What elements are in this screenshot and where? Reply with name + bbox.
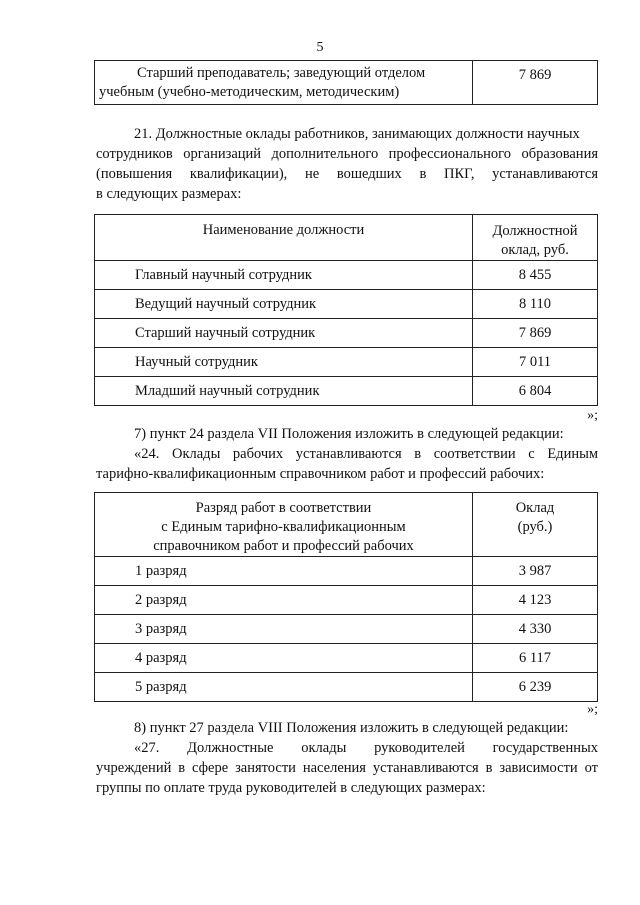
- header-grade: [95, 493, 473, 557]
- grade-name: 5 разряд: [95, 673, 473, 702]
- salary-value: 6 117: [473, 644, 598, 673]
- para21-line-2: сотрудников организаций дополнительного профессионального образования: [96, 146, 598, 162]
- position-cell: [95, 61, 473, 105]
- position-line-2: учебным (учебно-методическим, методическим): [99, 83, 400, 100]
- header-salary-line-1: Должностной: [492, 223, 578, 239]
- table-row: [95, 557, 598, 586]
- table-row: [95, 586, 598, 615]
- salary-value: 8 110: [473, 290, 598, 319]
- para7-line-2: «24. Оклады рабочих устанавливаются в соответствии с Единым: [134, 446, 598, 462]
- para21-line-1: 21. Должностные оклады работников, занимающих должности научных: [134, 126, 580, 142]
- header-salary: [473, 493, 598, 557]
- position-line-1: Старший преподаватель; заведующий отделом: [137, 64, 426, 81]
- grade-name: 4 разряд: [95, 644, 473, 673]
- salary-value: 6 239: [473, 673, 598, 702]
- position-name: Научный сотрудник: [95, 348, 473, 377]
- header-grade-line-2: с Единым тарифно-квалификационным: [161, 519, 406, 535]
- paragraph-21: [96, 124, 598, 204]
- salary-value: 8 455: [473, 261, 598, 290]
- header-salary-line-1: Оклад: [515, 500, 555, 516]
- table-row: [95, 290, 598, 319]
- salary-value: 4 123: [473, 586, 598, 615]
- table-row: [95, 319, 598, 348]
- page-number: 5: [316, 40, 324, 55]
- table-header-row: [95, 493, 598, 557]
- table-row: [95, 61, 598, 105]
- para7-line-3: тарифно-квалификационным справочником работ и профессий рабочих:: [96, 466, 545, 482]
- grade-name: 1 разряд: [95, 557, 473, 586]
- header-position: Наименование должности: [95, 215, 473, 261]
- position-name: Старший научный сотрудник: [95, 319, 473, 348]
- table-row: [95, 348, 598, 377]
- paragraph-8: [96, 718, 598, 798]
- table-header-row: [95, 215, 598, 261]
- closing-quote-1: »;: [587, 408, 598, 423]
- salary-value: 4 330: [473, 615, 598, 644]
- research-staff-table: [94, 214, 598, 406]
- salary-value: 6 804: [473, 377, 598, 406]
- para21-line-3: (повышения квалификации), не вошедших в ПКГ, устанавливаются: [96, 166, 598, 182]
- header-salary-line-2: (руб.): [517, 519, 553, 535]
- position-name: Главный научный сотрудник: [95, 261, 473, 290]
- closing-quote-2: »;: [587, 702, 598, 717]
- table-row: [95, 673, 598, 702]
- table-row: [95, 644, 598, 673]
- para7-line-1: 7) пункт 24 раздела VII Положения изложить в следующей редакции:: [134, 426, 564, 442]
- table-row: [95, 615, 598, 644]
- grade-name: 2 разряд: [95, 586, 473, 615]
- table-row: [95, 377, 598, 406]
- salary-value: 7 869: [473, 319, 598, 348]
- header-grade-line-3: справочником работ и профессий рабочих: [153, 538, 414, 554]
- para8-line-2: «27. Должностные оклады руководителей государственных: [134, 740, 598, 756]
- para8-line-1: 8) пункт 27 раздела VIII Положения изложить в следующей редакции:: [134, 720, 569, 736]
- header-salary: [473, 215, 598, 261]
- salary-cell: 7 869: [473, 61, 598, 105]
- header-grade-line-1: Разряд работ в соответствии: [195, 500, 372, 516]
- grade-name: 3 разряд: [95, 615, 473, 644]
- para8-line-3: учреждений в сфере занятости населения устанавливаются в зависимости от: [96, 760, 598, 776]
- paragraph-7: [96, 424, 598, 484]
- para21-line-4: в следующих размерах:: [96, 186, 242, 202]
- para8-line-4: группы по оплате труда руководителей в следующих размерах:: [96, 780, 486, 796]
- workers-table: [94, 492, 598, 702]
- header-salary-line-2: оклад, руб.: [501, 242, 569, 258]
- table-row: [95, 261, 598, 290]
- top-salary-table: [94, 60, 598, 105]
- salary-value: 7 011: [473, 348, 598, 377]
- salary-value: 3 987: [473, 557, 598, 586]
- position-name: Младший научный сотрудник: [95, 377, 473, 406]
- position-name: Ведущий научный сотрудник: [95, 290, 473, 319]
